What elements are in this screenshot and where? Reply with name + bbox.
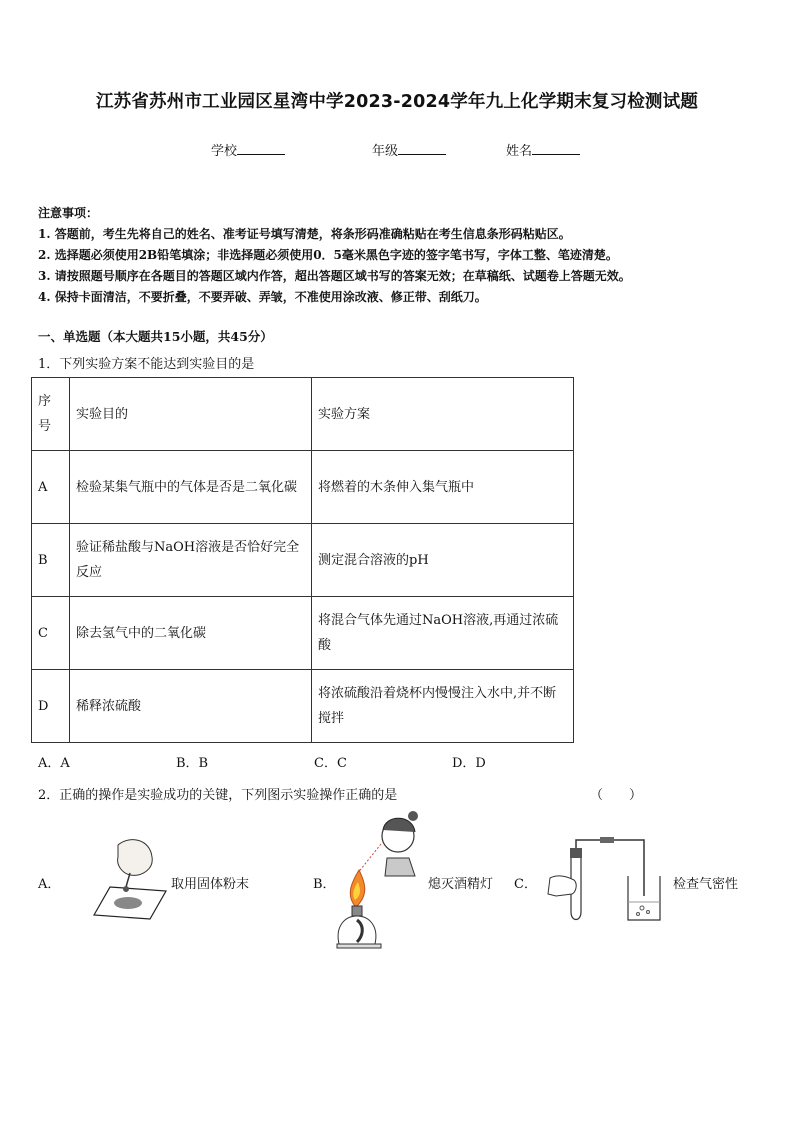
figure-a-caption: 取用固体粉末 (171, 877, 250, 892)
row-id: D (32, 670, 70, 743)
notes-item: 3. 请按照题号顺序在各题目的答题区域内作答，超出答题区域书写的答案无效；在草稿纸、试题卷上答题无效。 (38, 269, 631, 283)
figure-b-caption: 熄灭酒精灯 (428, 877, 494, 892)
question-2-stem: 2．正确的操作是实验成功的关键，下列图示实验操作正确的是 (38, 788, 398, 803)
header-plan: 实验方案 (312, 378, 574, 451)
table-row (32, 524, 574, 597)
row-purpose: 检验某集气瓶中的气体是否是二氧化碳 (70, 451, 312, 524)
notes-heading: 注意事项： (38, 206, 99, 220)
name-blank (532, 142, 580, 155)
table-row (32, 597, 574, 670)
experiment-table (31, 377, 574, 743)
table-row (32, 451, 574, 524)
figure-a-letter[interactable]: A． (38, 877, 61, 892)
alcohol-lamp-illustration (335, 810, 425, 950)
figure-b-letter[interactable]: B． (313, 877, 336, 892)
grade-blank (398, 142, 446, 155)
notes-item: 1. 答题前，考生先将自己的姓名、准考证号填写清楚，将条形码准确粘贴在考生信息条形码粘贴区。 (38, 227, 571, 241)
row-plan: 测定混合溶液的pH (312, 524, 574, 597)
option-b[interactable]: B．B (176, 756, 209, 771)
section-heading: 一、单选题（本大题共15小题，共45分） (38, 329, 273, 344)
airtightness-check-illustration (542, 836, 667, 928)
header-purpose: 实验目的 (70, 378, 312, 451)
school-field (211, 140, 285, 159)
name-field (506, 140, 580, 159)
row-id: B (32, 524, 70, 597)
row-purpose: 除去氢气中的二氧化碳 (70, 597, 312, 670)
question-1-stem: 1．下列实验方案不能达到实验目的是 (38, 357, 255, 372)
option-a[interactable]: A．A (38, 756, 70, 771)
row-purpose: 验证稀盐酸与NaOH溶液是否恰好完全反应 (70, 524, 312, 597)
notes-item: 4. 保持卡面清洁，不要折叠，不要弄破、弄皱，不准使用涂改液、修正带、刮纸刀。 (38, 290, 487, 304)
row-id: A (32, 451, 70, 524)
figure-c-caption: 检查气密性 (673, 877, 739, 892)
table-row (32, 670, 574, 743)
row-purpose: 稀释浓硫酸 (70, 670, 312, 743)
school-blank (237, 142, 285, 155)
table-header-row (32, 378, 574, 451)
name-label: 姓名 (506, 144, 533, 159)
powder-spoon-illustration (80, 835, 170, 920)
row-plan: 将燃着的木条伸入集气瓶中 (312, 451, 574, 524)
row-plan: 将浓硫酸沿着烧杯内慢慢注入水中,并不断搅拌 (312, 670, 574, 743)
row-plan: 将混合气体先通过NaOH溶液,再通过浓硫酸 (312, 597, 574, 670)
row-id: C (32, 597, 70, 670)
notes-item: 2. 选择题必须使用2B铅笔填涂；非选择题必须使用0．5毫米黑色字迹的签字笔书写，字体工整、笔迹清楚。 (38, 248, 618, 262)
figure-c-letter[interactable]: C． (514, 877, 537, 892)
grade-label: 年级 (372, 144, 399, 159)
header-seq: 序号 (32, 378, 70, 451)
notes-block (38, 203, 631, 308)
school-label: 学校 (211, 144, 238, 159)
page-title: 江苏省苏州市工业园区星湾中学2023-2024学年九上化学期末复习检测试题 (95, 92, 699, 112)
grade-field (372, 140, 446, 159)
option-c[interactable]: C．C (314, 756, 347, 771)
option-d[interactable]: D．D (452, 756, 486, 771)
answer-bracket: （ ） (590, 788, 643, 803)
